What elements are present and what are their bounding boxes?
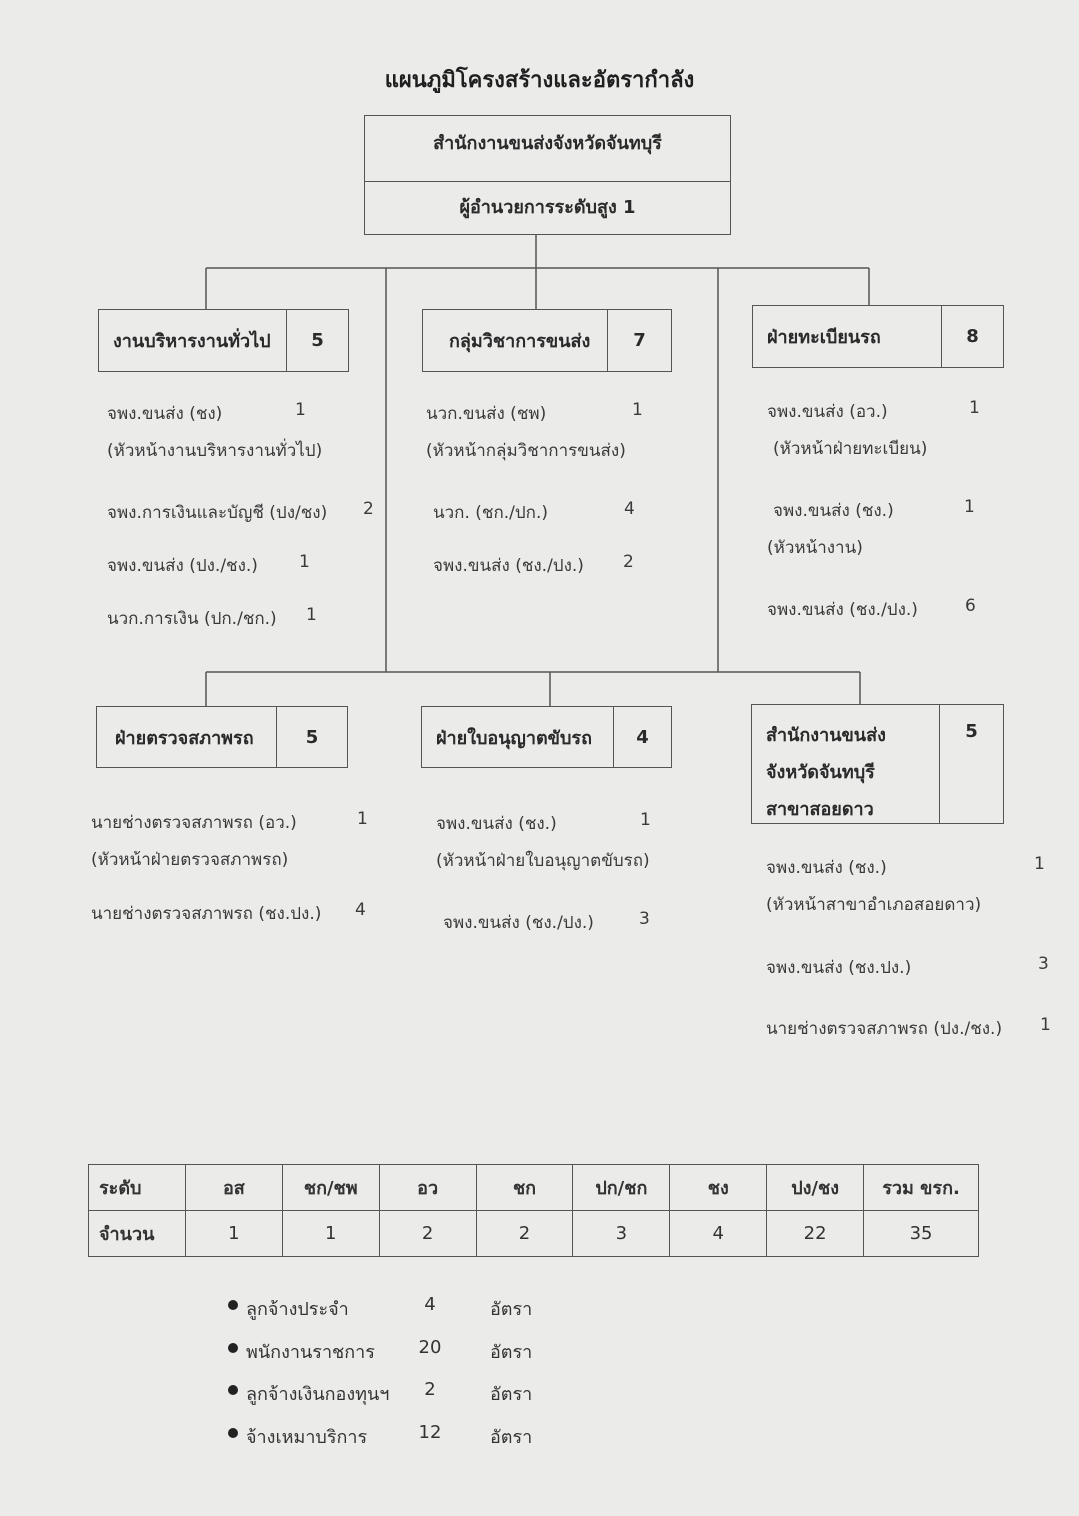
staff-count: 1 [357, 809, 368, 829]
table-header-cell: ระดับ [89, 1165, 186, 1211]
staff-count: 1 [306, 605, 317, 625]
staff-count: 1 [295, 400, 306, 420]
head-office-name: สำนักงานขนส่งจังหวัดจันทบุรี [365, 116, 730, 182]
item-unit: อัตรา [490, 1299, 533, 1320]
table-header-cell: ปง/ชง [767, 1165, 864, 1211]
bullet-icon [228, 1343, 238, 1353]
staff-count: 6 [965, 596, 976, 616]
table-cell: 4 [670, 1211, 767, 1257]
staff-title: นวก. (ชก./ปก.) [433, 503, 548, 523]
staff-title: จพง.การเงินและบัญชี (ปง/ชง) [107, 503, 328, 523]
staff-item [426, 400, 643, 461]
staff-item [91, 809, 368, 870]
staff-title: นวก.การเงิน (ปก./ชก.) [107, 609, 277, 629]
dept-name: ฝ่ายทะเบียนรถ [767, 327, 881, 348]
dept-count: 7 [607, 310, 671, 371]
staff-item [433, 552, 634, 579]
dept-count: 5 [286, 310, 348, 371]
table-header-cell: ชก [476, 1165, 573, 1211]
staff-note: (หัวหน้าฝ่ายทะเบียน) [773, 439, 928, 459]
summary-table [88, 1164, 979, 1257]
staff-note: (หัวหน้างานบริหารงานทั่วไป) [107, 441, 323, 461]
dept-name: งานบริหารงานทั่วไป [113, 331, 271, 352]
staff-title: นายช่างตรวจสภาพรถ (อว.) [91, 813, 297, 833]
staff-count: 1 [299, 552, 310, 572]
staff-title: จพง.ขนส่ง (ชง.) [766, 858, 887, 878]
staff-item [436, 810, 651, 871]
staff-count: 1 [632, 400, 643, 420]
staff-title: จพง.ขนส่ง (อว.) [767, 402, 888, 422]
staff-item [767, 596, 976, 623]
dept-name-line: จังหวัดจันทบุรี [766, 762, 875, 783]
item-label: จ้างเหมาบริการ [246, 1426, 368, 1448]
dept-name: ฝ่ายตรวจสภาพรถ [115, 727, 254, 749]
staff-note: (หัวหน้าสาขาอำเภอสอยดาว) [766, 895, 982, 915]
dept-box-vehicle-inspection [96, 706, 348, 768]
dept-name [752, 705, 939, 823]
dept-count: 4 [613, 707, 671, 767]
item-count: 4 [424, 1294, 436, 1315]
table-header-cell: ชง [670, 1165, 767, 1211]
staff-item [91, 900, 366, 927]
dept-box-transport-academic [422, 309, 672, 372]
staff-item [107, 499, 374, 526]
bullet-icon [228, 1428, 238, 1438]
table-cell: 2 [476, 1211, 573, 1257]
staff-item [766, 854, 1045, 915]
item-count: 20 [418, 1336, 442, 1358]
staff-title: จพง.ขนส่ง (ชง.ปง.) [766, 958, 912, 978]
staff-count: 1 [969, 398, 980, 418]
staff-count: 3 [639, 909, 650, 929]
item-label: ลูกจ้างเงินกองทุนฯ [246, 1384, 390, 1405]
staff-count: 3 [1038, 954, 1049, 974]
dept-name-line: สำนักงานขนส่ง [766, 725, 886, 746]
table-cell: 1 [185, 1211, 282, 1257]
chart-title: แผนภูมิโครงสร้างและอัตรากำลัง [384, 68, 695, 93]
table-cell: 1 [282, 1211, 379, 1257]
staff-count: 2 [623, 552, 634, 572]
dept-box-soidao-branch [751, 704, 1004, 824]
item-count: 2 [424, 1379, 436, 1400]
head-office-box [364, 115, 731, 235]
staff-note: (หัวหน้าฝ่ายตรวจสภาพรถ) [91, 850, 289, 870]
staff-count: 4 [355, 900, 366, 920]
staff-title: นายช่างตรวจสภาพรถ (ชง.ปง.) [91, 904, 322, 924]
staff-count: 1 [1040, 1015, 1051, 1035]
summary-header-row [89, 1165, 979, 1211]
table-header-cell: อส [185, 1165, 282, 1211]
staff-title: นวก.ขนส่ง (ชพ) [426, 404, 547, 424]
staff-item [433, 499, 635, 526]
head-office-executive: ผู้อำนวยการระดับสูง 1 [459, 197, 636, 218]
item-unit: อัตรา [490, 1426, 533, 1448]
item-unit: อัตรา [490, 1341, 533, 1363]
dept-box-general-admin [98, 309, 349, 372]
table-cell: 3 [573, 1211, 670, 1257]
staff-title: จพง.ขนส่ง (ชง./ปง.) [767, 600, 918, 620]
table-cell: 35 [864, 1211, 979, 1257]
dept-name-line: สาขาสอยดาว [766, 799, 874, 820]
staff-count: 1 [640, 810, 651, 830]
item-count: 12 [418, 1421, 442, 1443]
staff-count: 2 [363, 499, 374, 519]
dept-name: ฝ่ายใบอนุญาตขับรถ [436, 727, 592, 749]
staff-count: 1 [964, 497, 975, 517]
staff-item [767, 398, 980, 459]
staff-item [107, 605, 317, 632]
item-label: ลูกจ้างประจำ [246, 1299, 349, 1320]
staff-title: จพง.ขนส่ง (ปง./ชง.) [107, 556, 258, 576]
dept-name: กลุ่มวิชาการขนส่ง [449, 331, 591, 352]
dept-box-vehicle-registration [752, 305, 1004, 368]
dept-count: 8 [941, 306, 1003, 367]
bullet-icon [228, 1300, 238, 1310]
staff-title: จพง.ขนส่ง (ชง.) [436, 814, 557, 834]
dept-count: 5 [276, 707, 347, 767]
item-label: พนักงานราชการ [246, 1341, 375, 1363]
staff-item [766, 954, 1049, 981]
staff-item [766, 1015, 1051, 1042]
table-cell: จำนวน [89, 1211, 186, 1257]
staff-note: (หัวหน้าฝ่ายใบอนุญาตขับรถ) [436, 851, 650, 871]
table-header-cell: ชก/ชพ [282, 1165, 379, 1211]
summary-value-row [89, 1211, 979, 1257]
staff-title: นายช่างตรวจสภาพรถ (ปง./ชง.) [766, 1019, 1003, 1039]
staff-note: (หัวหน้ากลุ่มวิชาการขนส่ง) [426, 441, 626, 461]
staff-title: จพง.ขนส่ง (ชง./ปง.) [443, 913, 594, 933]
staff-title: จพง.ขนส่ง (ชง./ปง.) [433, 556, 584, 576]
bullet-icon [228, 1385, 238, 1395]
item-unit: อัตรา [490, 1384, 533, 1405]
staff-item [767, 497, 975, 558]
staff-note: (หัวหน้างาน) [767, 538, 863, 558]
staff-title: จพง.ขนส่ง (ชง) [107, 404, 223, 424]
table-cell: 22 [767, 1211, 864, 1257]
table-header-cell: ปก/ชก [573, 1165, 670, 1211]
staff-count: 4 [624, 499, 635, 519]
table-header-cell: อว [379, 1165, 476, 1211]
staff-count: 1 [1034, 854, 1045, 874]
dept-count: 5 [939, 705, 1003, 823]
staff-item [107, 552, 310, 579]
table-header-cell: รวม ขรก. [864, 1165, 979, 1211]
table-cell: 2 [379, 1211, 476, 1257]
dept-box-driving-license [421, 706, 672, 768]
staff-item [107, 400, 323, 461]
staff-item [443, 909, 650, 936]
staff-title: จพง.ขนส่ง (ชง.) [773, 501, 894, 521]
